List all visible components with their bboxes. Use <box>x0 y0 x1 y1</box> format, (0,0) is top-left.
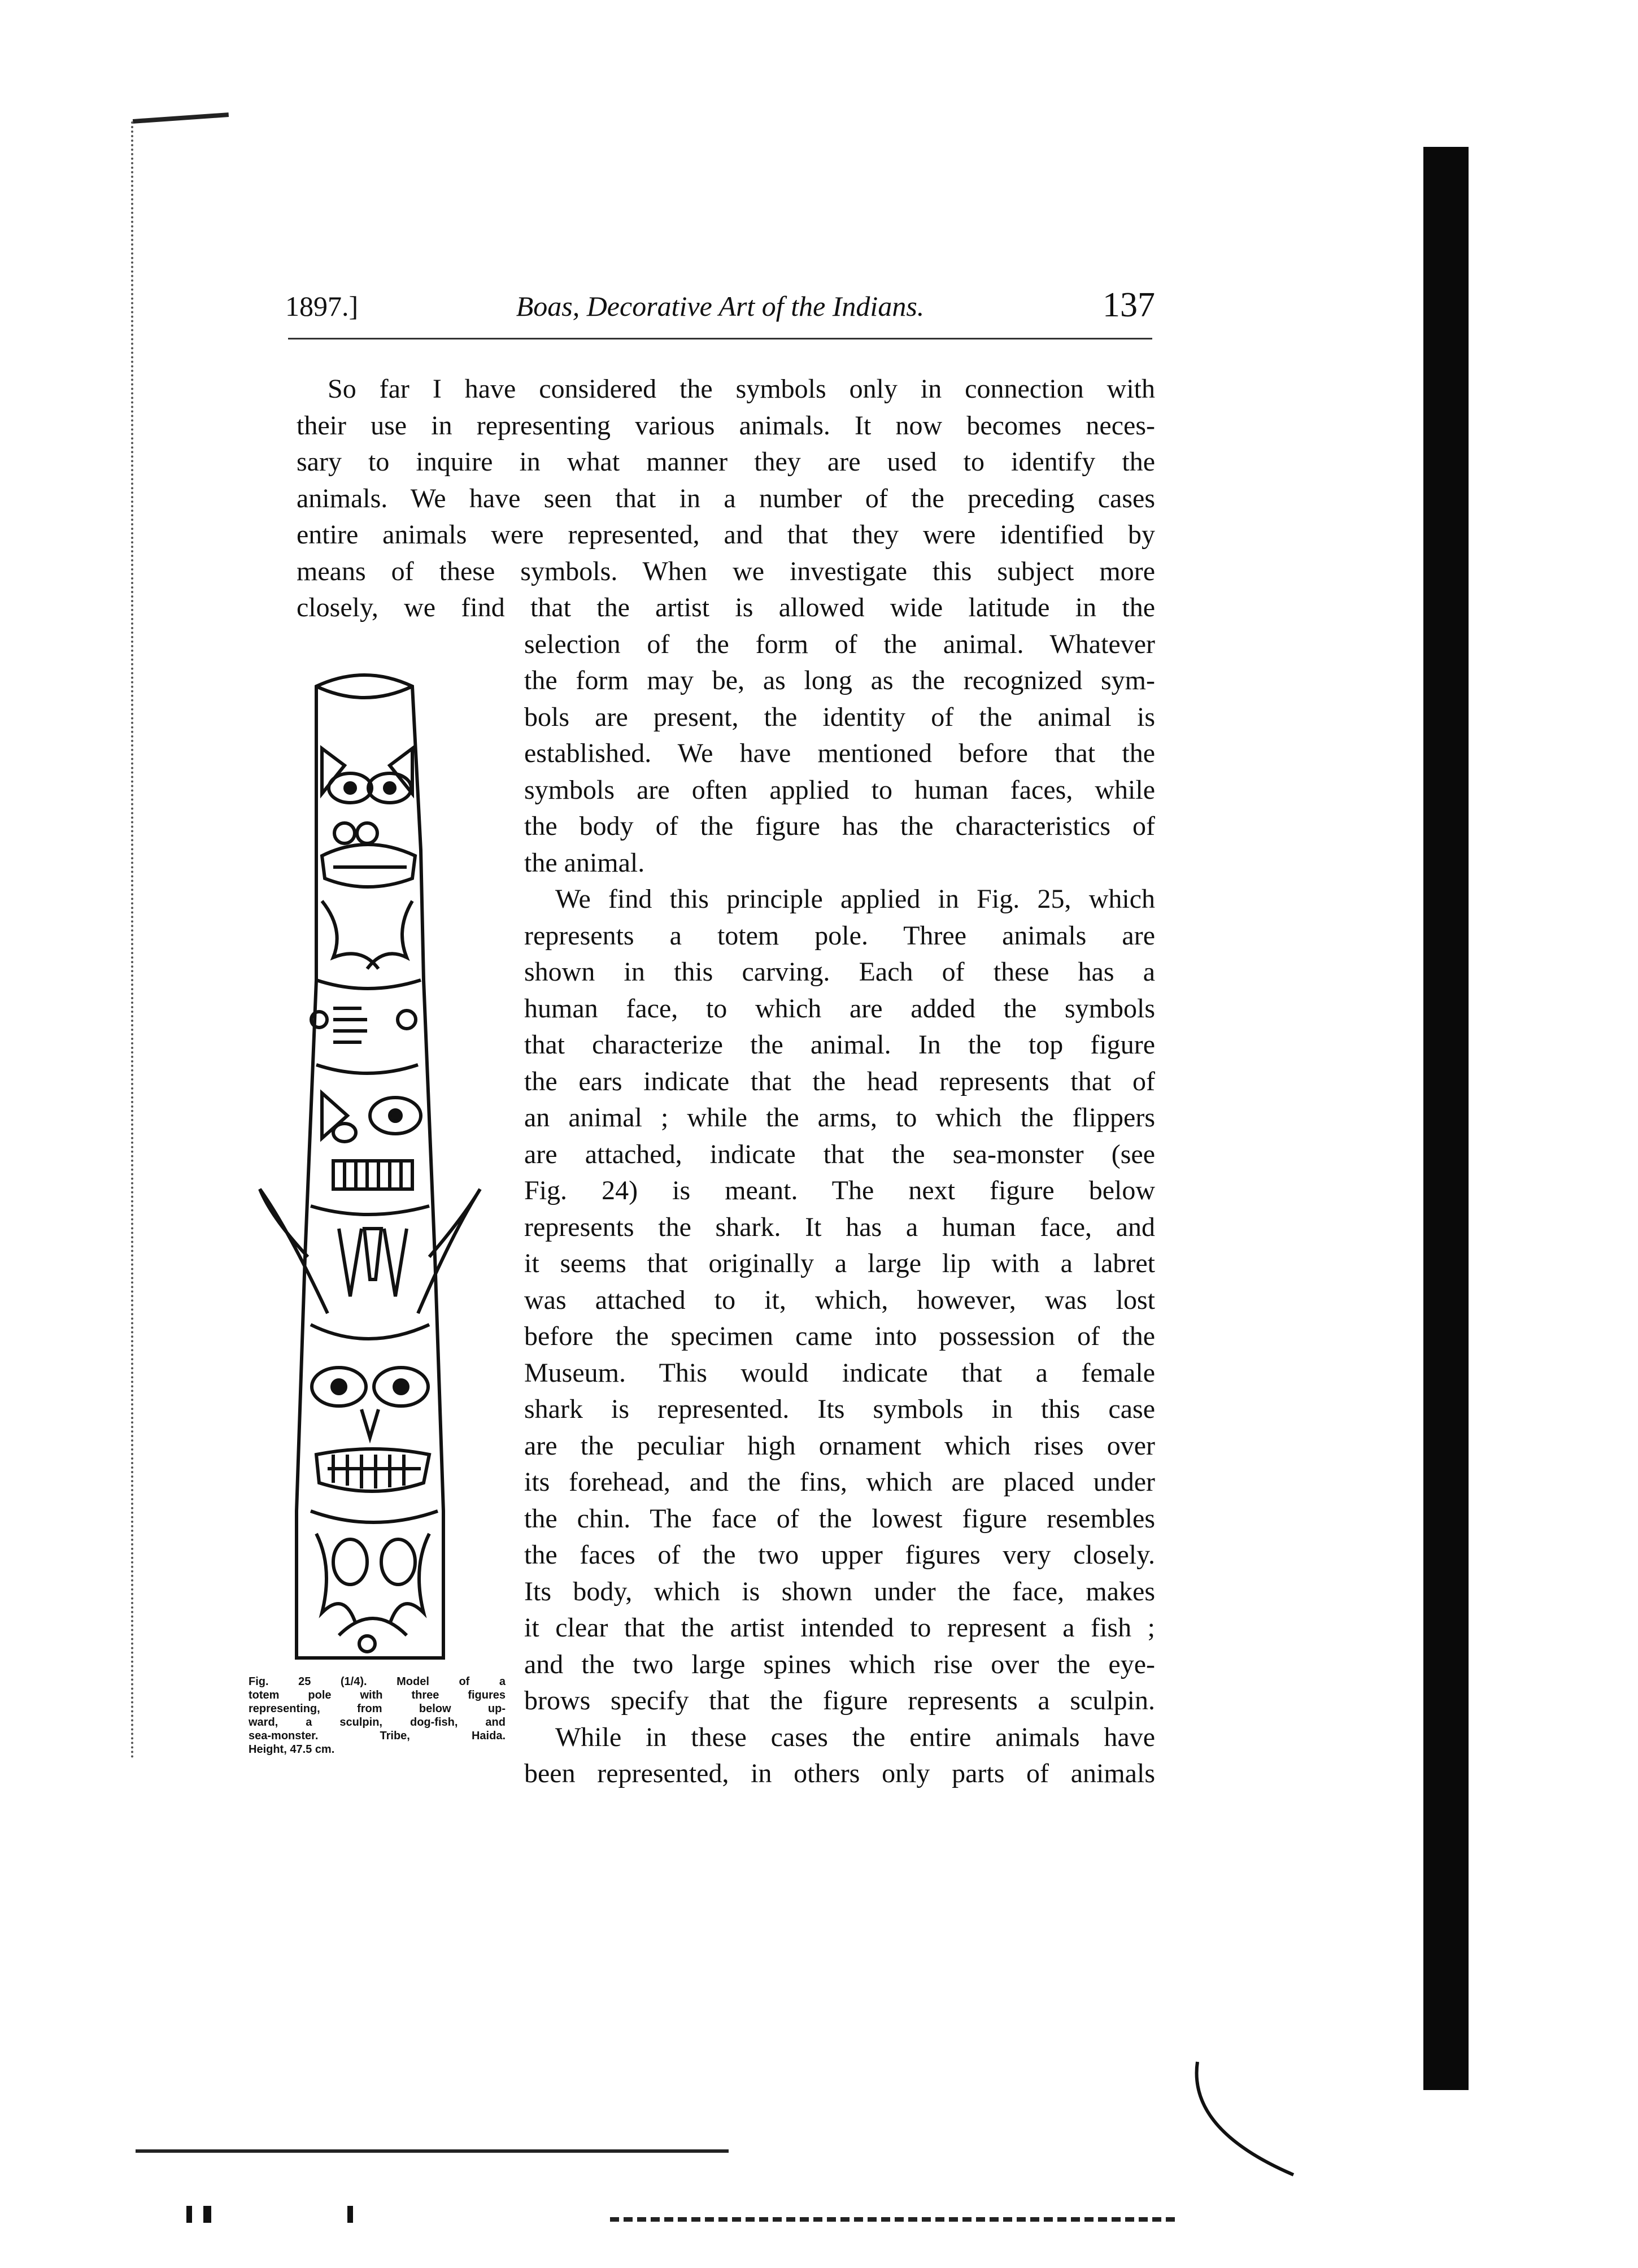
text-line: the chin. The face of the lowest figure resembles <box>524 1503 1155 1534</box>
header-rule <box>288 338 1152 339</box>
scan-edge-left <box>131 121 136 1760</box>
text-line: it clear that the artist intended to represent a fish ; <box>524 1613 1155 1643</box>
text-line: means of these symbols. When we investigate this subject more <box>297 556 1155 586</box>
scan-streak-bottom <box>610 2217 1175 2227</box>
page-number: 137 <box>1103 286 1155 324</box>
text-line: established. We have mentioned before that the <box>524 738 1155 768</box>
text-line: human face, to which are added the symbols <box>524 993 1155 1024</box>
text-line: its forehead, and the fins, which are placed under <box>524 1467 1155 1497</box>
caption-line: ward, a sculpin, dog-fish, and <box>249 1716 506 1729</box>
figure-caption <box>249 1675 506 1756</box>
text-line: shark is represented. Its symbols in this case <box>524 1394 1155 1424</box>
text-line: While in these cases the entire animals have <box>555 1722 1155 1752</box>
caption-line: totem pole with three figures <box>249 1689 506 1701</box>
caption-line: sea-monster. Tribe, Haida. <box>249 1730 506 1742</box>
header-title: Boas, Decorative Art of the Indians. <box>516 290 925 322</box>
text-line: selection of the form of the animal. Whatever <box>524 629 1155 659</box>
text-line: shown in this carving. Each of these has a <box>524 957 1155 987</box>
text-line: the animal. <box>524 847 645 878</box>
text-line: entire animals were represented, and that they were identified by <box>297 520 1155 550</box>
text-line: So far I have considered the symbols only in connection with <box>328 374 1155 404</box>
header-year: 1897.] <box>285 290 359 322</box>
totem-pole-illustration <box>249 664 503 1675</box>
text-line: represents a totem pole. Three animals are <box>524 920 1155 951</box>
text-line: been represented, in others only parts of animals <box>524 1758 1155 1788</box>
text-line: the ears indicate that the head represents that of <box>524 1066 1155 1096</box>
text-line: their use in representing various animals. It now becomes neces- <box>297 410 1155 441</box>
text-line: and the two large spines which rise over the eye- <box>524 1649 1155 1679</box>
text-line: Fig. 24) is meant. The next figure below <box>524 1176 1155 1205</box>
text-line: Its body, which is shown under the face, makes <box>524 1576 1155 1607</box>
text-line: that characterize the animal. In the top figure <box>524 1030 1155 1060</box>
scan-edge-shadow <box>1423 147 1469 2090</box>
caption-line: representing, from below up- <box>249 1703 506 1715</box>
text-line: animals. We have seen that in a number of the preceding cases <box>297 483 1155 513</box>
text-line: an animal ; while the arms, to which the flippers <box>524 1103 1155 1133</box>
text-line: before the specimen came into possession of the <box>524 1321 1155 1351</box>
caption-line: Height, 47.5 cm. <box>249 1743 335 1756</box>
text-line: are the peculiar high ornament which rises over <box>524 1430 1155 1461</box>
text-line: Museum. This would indicate that a female <box>524 1357 1155 1388</box>
text-line: was attached to it, which, however, was lost <box>524 1285 1155 1315</box>
text-line: bols are present, the identity of the animal is <box>524 702 1155 732</box>
scan-ticks-bottom <box>186 2206 356 2223</box>
text-line: it seems that originally a large lip with a labret <box>524 1248 1155 1278</box>
caption-line: Fig. 25 (1/4). Model of a <box>249 1675 506 1688</box>
text-line: the faces of the two upper figures very closely. <box>524 1540 1155 1570</box>
text-line: closely, we find that the artist is allowed wide latitude in the <box>297 593 1155 622</box>
running-header <box>285 285 1155 330</box>
text-line: symbols are often applied to human faces, while <box>524 774 1155 805</box>
text-line: brows specify that the figure represents a sculpin. <box>524 1686 1155 1716</box>
text-line: We find this principle applied in Fig. 25, which <box>555 884 1155 914</box>
text-line: are attached, indicate that the sea-monster (see <box>524 1139 1155 1169</box>
scan-mark-top-left <box>133 112 229 124</box>
text-line: the body of the figure has the characteristics of <box>524 811 1155 841</box>
text-line: sary to inquire in what manner they are used to identify the <box>297 447 1155 477</box>
scan-curve-mark <box>1192 2056 1299 2180</box>
text-line: represents the shark. It has a human face, and <box>524 1212 1155 1242</box>
text-line: the form may be, as long as the recognized sym- <box>524 665 1155 695</box>
scan-rule-bottom <box>136 2149 729 2153</box>
